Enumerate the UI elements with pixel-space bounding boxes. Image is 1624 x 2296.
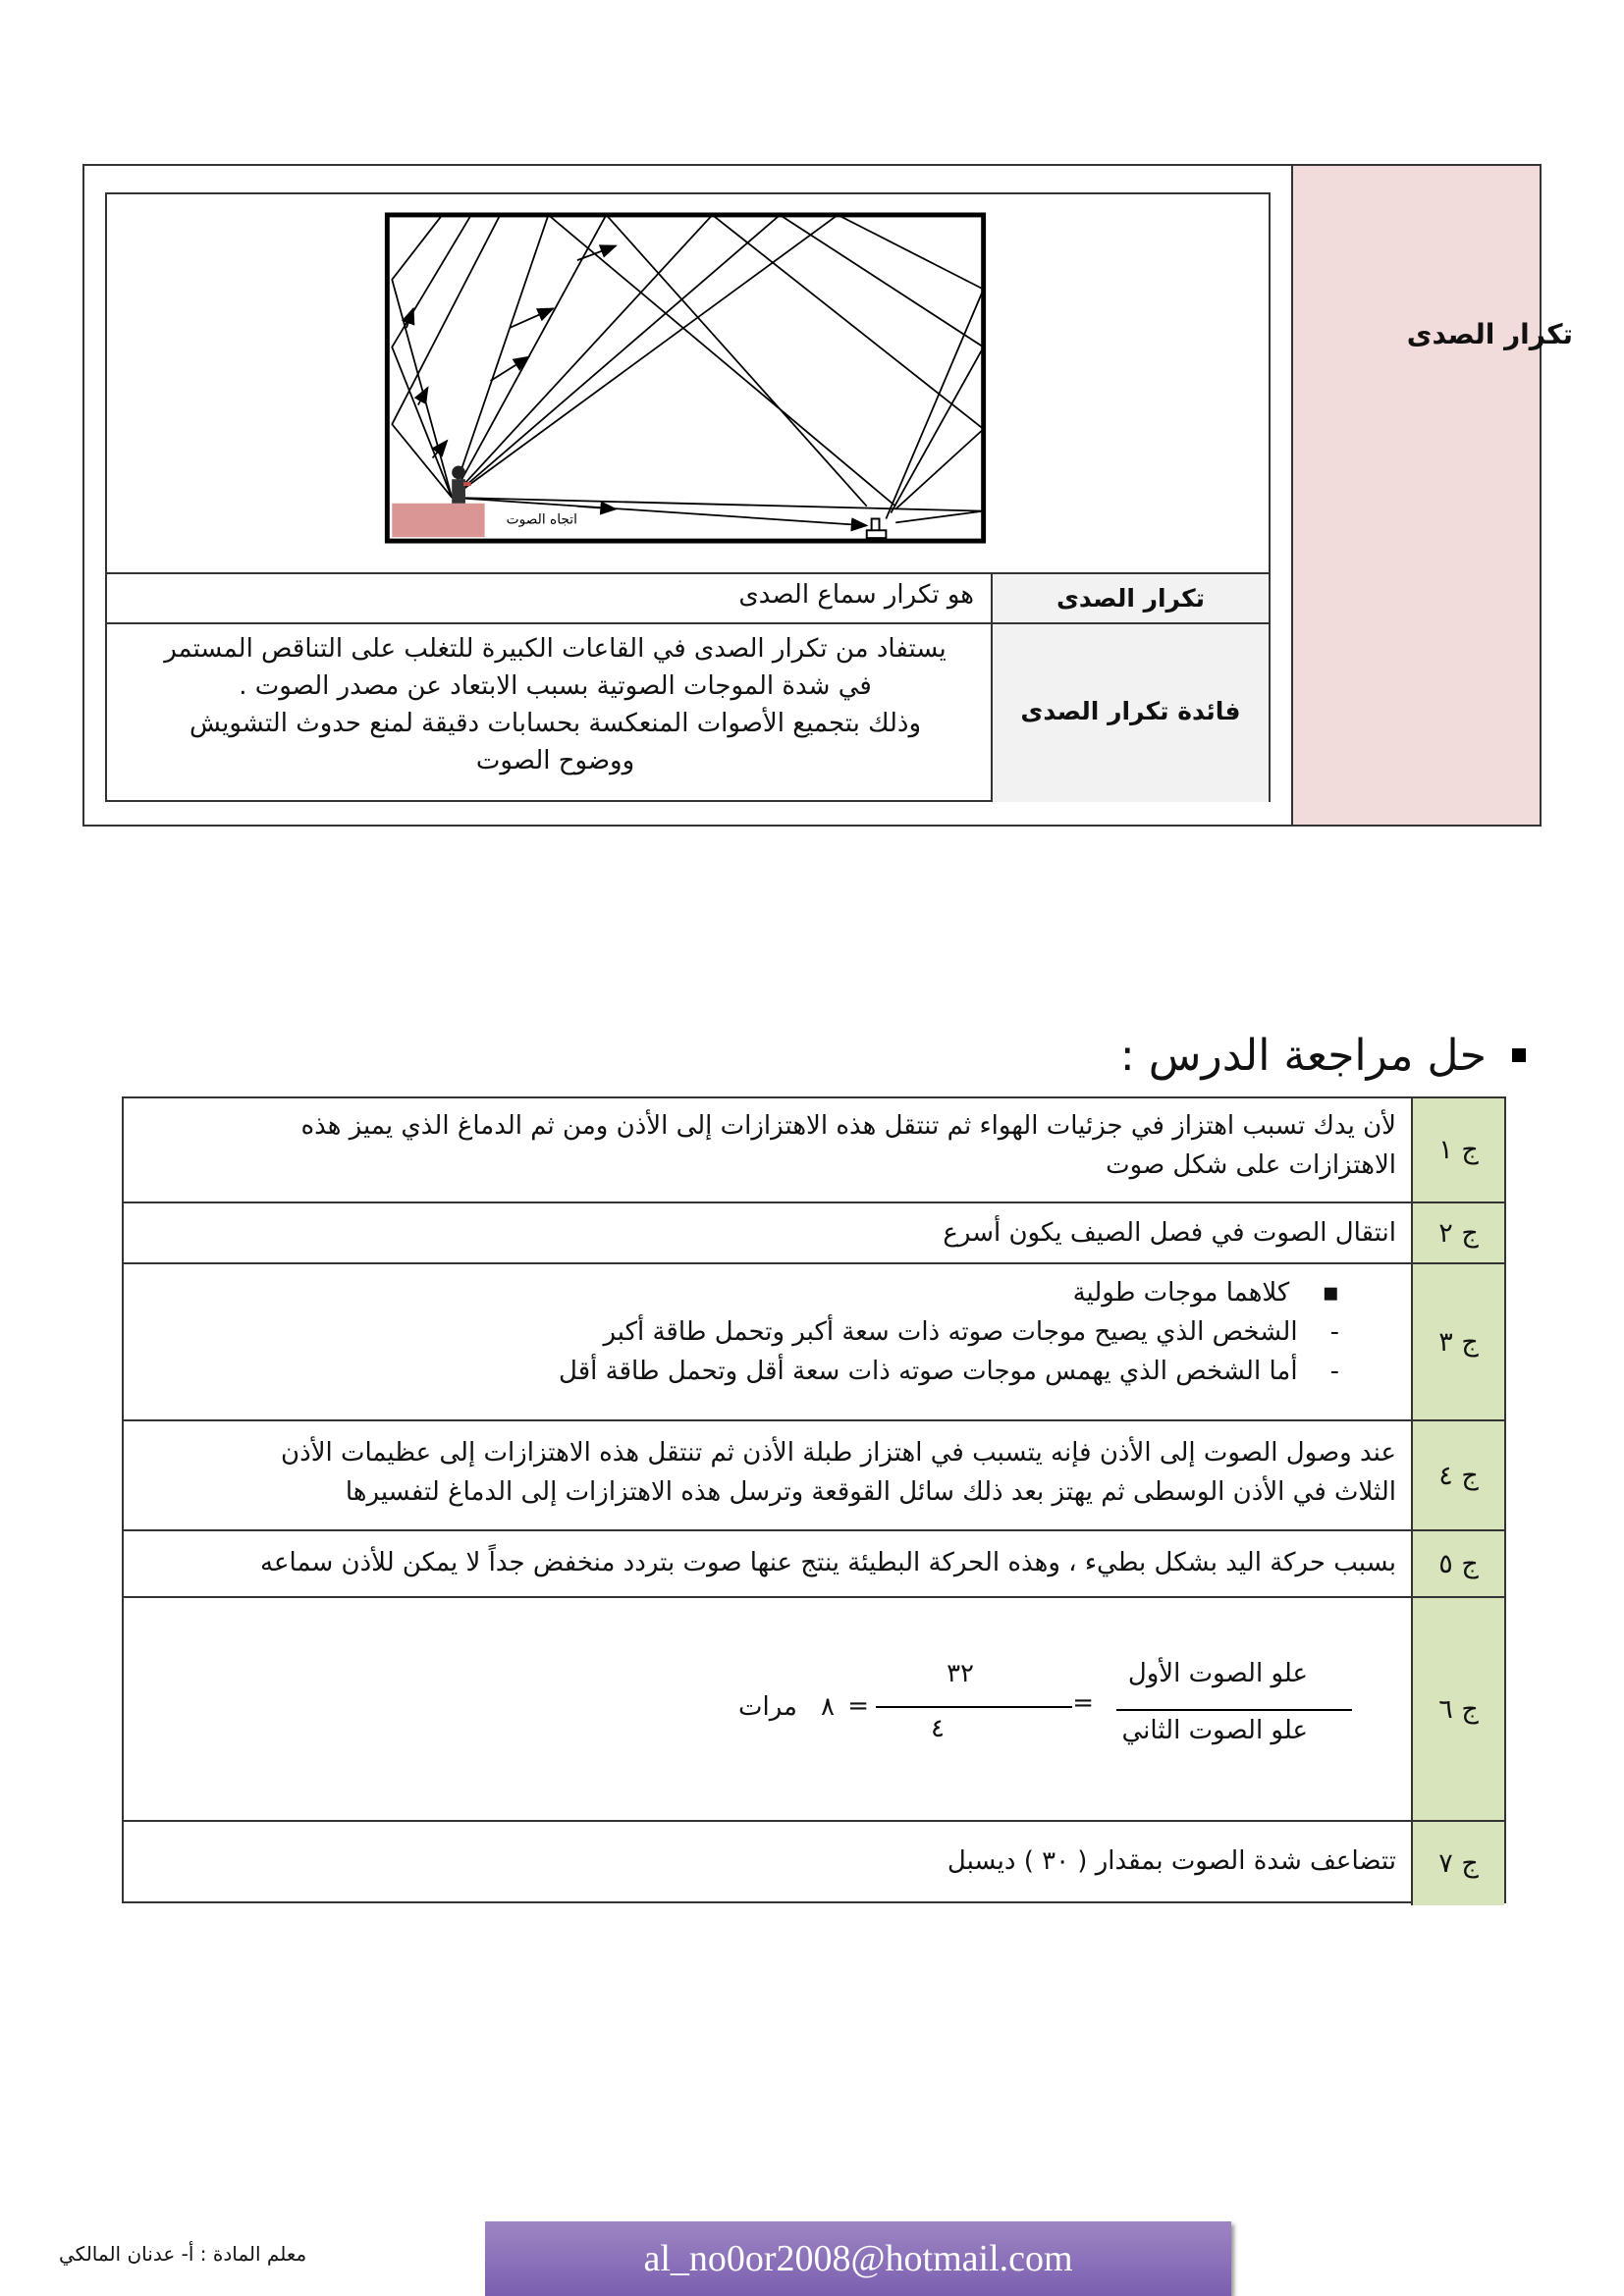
answer-text — [153, 1433, 1396, 1512]
dash-marker: - — [1329, 1317, 1339, 1347]
answer-number: ج ٢ — [1411, 1203, 1504, 1262]
fraction-unit: مرات — [738, 1692, 797, 1722]
fraction-denominator-value: ٤ — [931, 1714, 945, 1743]
answer-number: ج ٦ — [1411, 1598, 1504, 1820]
answer-number: ج ٣ — [1411, 1264, 1504, 1419]
stage-block — [392, 504, 484, 537]
room-outline — [387, 215, 983, 541]
dash-marker: - — [1329, 1357, 1339, 1386]
answer-row-3 — [124, 1264, 1504, 1421]
echo-reflection-diagram — [379, 212, 992, 546]
fraction-bar — [1116, 1709, 1352, 1711]
definition-row — [107, 574, 1269, 624]
answer-line: الاهتزازات على شكل صوت — [1106, 1150, 1396, 1180]
equals-sign: = — [1072, 1688, 1094, 1718]
answer-row-2 — [124, 1203, 1504, 1264]
benefit-line: ووضوح الصوت — [475, 746, 635, 775]
answer-text — [153, 1106, 1396, 1185]
answer-number: ج ٧ — [1411, 1822, 1504, 1905]
answer-text: انتقال الصوت في فصل الصيف يكون أسرع — [943, 1218, 1396, 1248]
answer-row-7 — [124, 1822, 1504, 1905]
answer-row-6 — [124, 1598, 1504, 1822]
bullet-text: الشخص الذي يصيح موجات صوته ذات سعة أكبر وتحمل طاقة أكبر — [603, 1317, 1298, 1347]
bullet-item — [559, 1357, 1339, 1386]
answer-row-5 — [124, 1531, 1504, 1598]
side-label-cell — [1291, 166, 1540, 825]
fraction-result: ٨ — [821, 1692, 835, 1722]
fraction-numerator-value: ٣٢ — [947, 1659, 974, 1688]
teacher-credit: معلم المادة : أ- عدنان المالكي — [59, 2242, 307, 2266]
bullet-text: أما الشخص الذي يهمس موجات صوته ذات سعة أقل وتحمل طاقة أقل — [559, 1357, 1298, 1386]
bullet-item — [603, 1317, 1339, 1347]
benefit-row — [107, 624, 1269, 802]
email-address: al_no0or2008@hotmail.com — [643, 2238, 1073, 2279]
bullet-marker: ▪ — [1322, 1278, 1339, 1308]
answer-row-1 — [124, 1098, 1504, 1203]
benefit-text — [136, 630, 974, 779]
side-label: تكرار الصدى — [1406, 318, 1573, 350]
answer-number: ج ٥ — [1411, 1531, 1504, 1596]
answer-line: عند وصول الصوت إلى الأذن فإنه يتسبب في اهتزاز طبلة الأذن ثم تنتقل هذه الاهتزازات إلى عظيمات الأذن — [281, 1438, 1396, 1468]
answer-row-4 — [124, 1421, 1504, 1531]
benefit-header-cell — [991, 624, 1269, 802]
answer-text: بسبب حركة اليد بشكل بطيء ، وهذه الحركة البطيئة ينتج عنها صوت بتردد منخفض جداً لا يمكن للأذن سماعه — [260, 1548, 1396, 1577]
benefit-header: فائدة تكرار الصدى — [1020, 697, 1241, 725]
answer-number: ج ٤ — [1411, 1421, 1504, 1529]
answers-table — [122, 1096, 1506, 1903]
definition-text: هو تكرار سماع الصدى — [738, 580, 974, 610]
benefit-line: وذلك بتجميع الأصوات المنعكسة بحسابات دقيقة لمنع حدوث التشويش — [189, 709, 922, 738]
answer-line: لأن يدك تسبب اهتزاز في جزئيات الهواء ثم تنتقل هذه الاهتزازات إلى الأذن ومن ثم الدماغ الذي يميز هذه — [300, 1111, 1396, 1141]
fraction-numerator-words: علو الصوت الأول — [1127, 1659, 1308, 1688]
heading-bullet-icon — [1512, 1048, 1526, 1062]
bullet-item — [1073, 1278, 1339, 1308]
definition-header-cell — [991, 574, 1269, 622]
fraction-bar — [876, 1706, 1072, 1708]
email-banner — [485, 2221, 1231, 2296]
benefit-line: يستفاد من تكرار الصدى في القاعات الكبيرة للتغلب على التناقص المستمر — [164, 634, 947, 664]
direction-label: اتجاه الصوت — [506, 511, 577, 528]
fraction-denominator-words: علو الصوت الثاني — [1121, 1716, 1308, 1745]
benefit-line: في شدة الموجات الصوتية بسبب الابتعاد عن مصدر الصوت . — [239, 671, 872, 701]
answer-line: الثلاث في الأذن الوسطى ثم يهتز بعد ذلك سائل القوقعة وترسل هذه الاهتزازات إلى الدماغ لتفسيرها — [345, 1477, 1396, 1507]
equals-sign: = — [847, 1691, 869, 1721]
review-heading: حل مراجعة الدرس : — [1119, 1031, 1487, 1081]
definition-header: تكرار الصدى — [1056, 584, 1206, 613]
answer-text: تتضاعف شدة الصوت بمقدار ( ٣٠ ) ديسبل — [947, 1846, 1396, 1876]
answer-number: ج ١ — [1411, 1098, 1504, 1201]
bullet-text: كلاهما موجات طولية — [1072, 1278, 1290, 1308]
